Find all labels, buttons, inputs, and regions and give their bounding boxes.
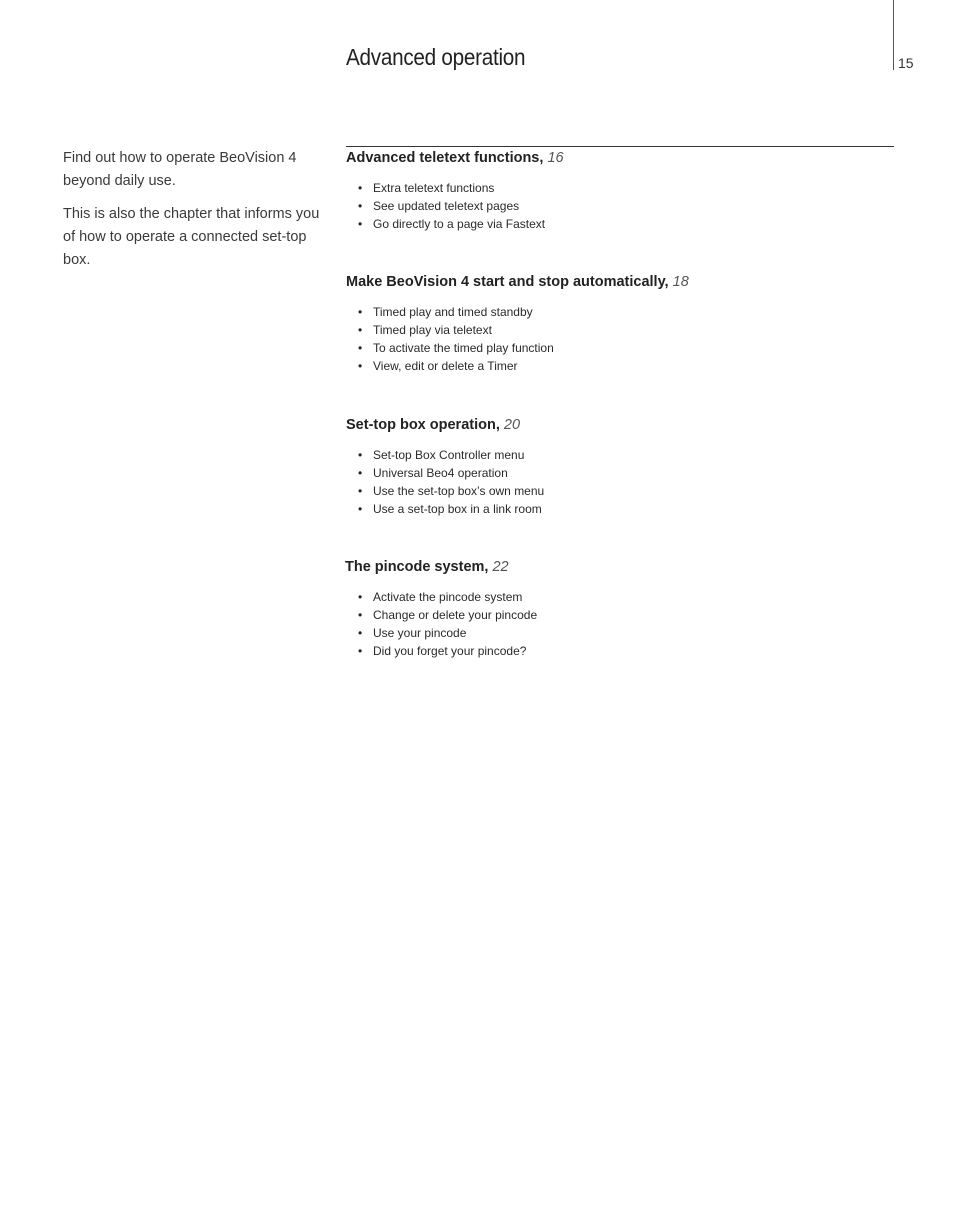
section-heading-text: Advanced teletext functions, [346, 150, 544, 166]
list-item: • Universal Beo4 operation [358, 464, 886, 482]
list-item: • Use the set-top box’s own menu [358, 482, 886, 500]
section-timer [346, 272, 886, 375]
section-heading [345, 557, 885, 577]
page-edge-rule [893, 0, 894, 70]
list-item: • Timed play and timed standby [358, 303, 886, 321]
list-item: • Set-top Box Controller menu [358, 446, 886, 464]
page-title: Advanced operation [346, 44, 526, 70]
list-item: • Change or delete your pincode [358, 606, 885, 624]
section-heading-text: Set-top box operation, [346, 417, 500, 433]
bullet-list [345, 588, 885, 660]
section-heading [346, 148, 886, 168]
list-item: • Go directly to a page via Fastext [358, 215, 886, 233]
intro-text [63, 147, 323, 282]
list-item: • Use your pincode [358, 624, 885, 642]
section-advanced-teletext [346, 148, 886, 233]
list-item: • To activate the timed play function [358, 339, 886, 357]
section-pincode [345, 557, 885, 660]
section-heading [346, 415, 886, 435]
section-heading [346, 272, 886, 292]
list-item: • Did you forget your pincode? [358, 642, 885, 660]
section-set-top-box [346, 415, 886, 518]
section-heading-text: Make BeoVision 4 start and stop automatically, [346, 274, 669, 290]
list-item: • Extra teletext functions [358, 179, 886, 197]
list-item: • Use a set-top box in a link room [358, 500, 886, 518]
intro-paragraph: Find out how to operate BeoVision 4 beyond daily use. [63, 150, 297, 189]
section-page-ref[interactable]: 20 [503, 417, 521, 433]
list-item: • Activate the pincode system [358, 588, 885, 606]
bullet-list [346, 446, 886, 518]
section-heading-text: The pincode system, [345, 559, 489, 575]
section-page-ref[interactable]: 22 [492, 559, 509, 575]
intro-paragraph: This is also the chapter that informs you of how to operate a connected set-top box. [63, 206, 320, 268]
section-page-ref[interactable]: 16 [547, 150, 564, 166]
bullet-list [346, 179, 886, 233]
section-divider [346, 146, 894, 147]
list-item: • See updated teletext pages [358, 197, 886, 215]
bullet-list [346, 303, 886, 375]
list-item: • View, edit or delete a Timer [358, 357, 886, 375]
section-page-ref[interactable]: 18 [672, 274, 689, 290]
page-number: 15 [898, 55, 914, 71]
list-item: • Timed play via teletext [358, 321, 886, 339]
